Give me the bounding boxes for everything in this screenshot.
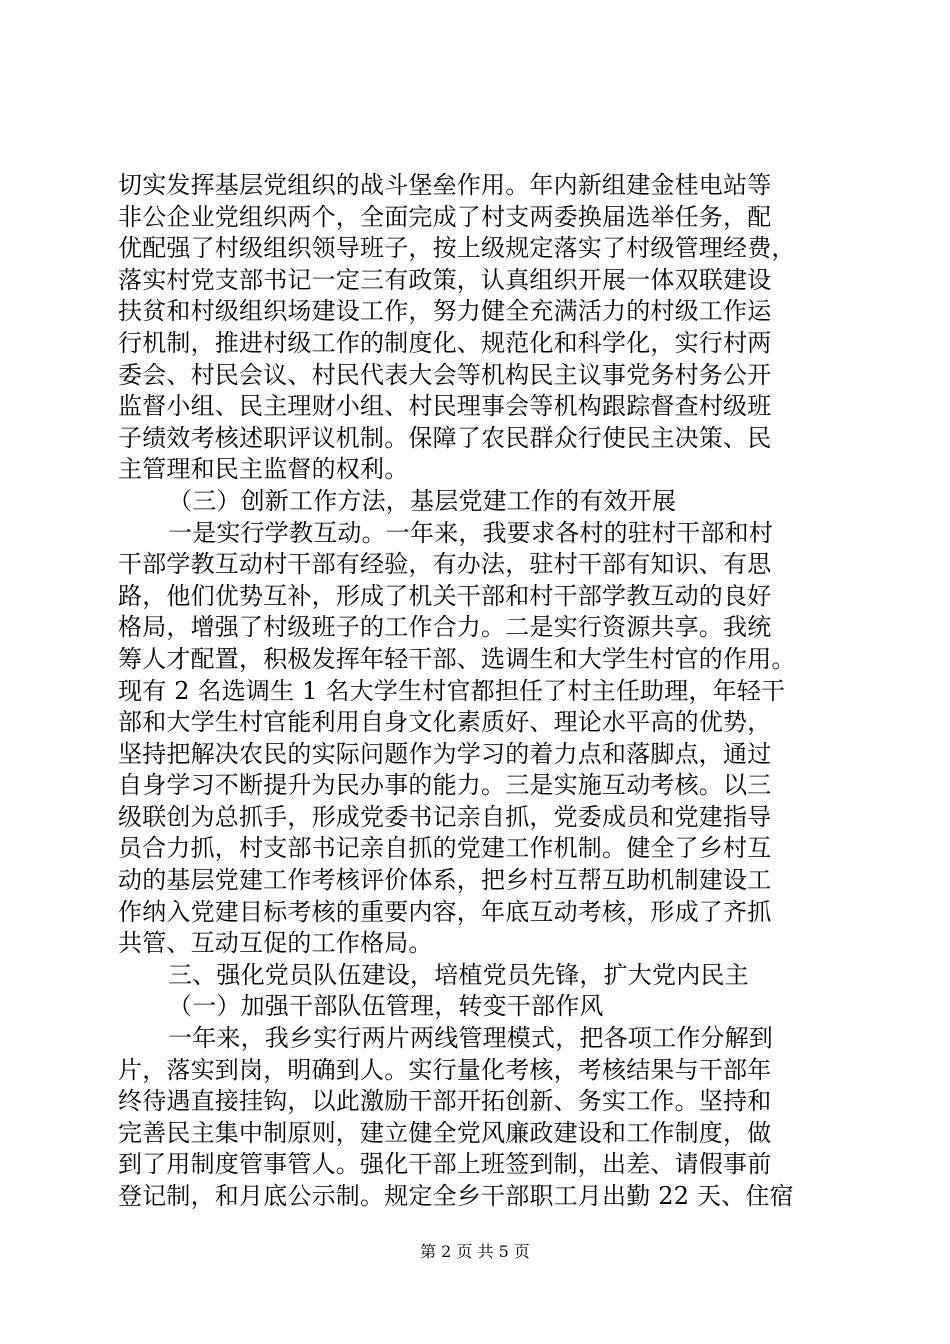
text-line: 一是实行学教互动。一年来，我要求各村的驻村干部和村 xyxy=(168,518,773,547)
text-line: 一年来，我乡实行两片两线管理模式，把各项工作分解到 xyxy=(168,1024,773,1053)
text-line: 扶贫和村级组织场建设工作，努力健全充满活力的村级工作运 xyxy=(118,297,772,326)
text-line: 监督小组、民主理财小组、村民理事会等机构跟踪督查村级班 xyxy=(118,392,772,421)
text-line: 级联创为总抓手，形成党委书记亲自抓，党委成员和党建指导 xyxy=(118,802,772,831)
text-line: 落实村党支部书记一定三有政策，认真组织开展一体双联建设 xyxy=(118,265,772,294)
text-line: 子绩效考核述职评议机制。保障了农民群众行使民主决策、民 xyxy=(118,423,772,452)
page-number-footer: 第 2 页 共 5 页 xyxy=(420,1242,530,1261)
text-line: 现有 2 名选调生 1 名大学生村官都担任了村主任助理，年轻干 xyxy=(118,676,786,705)
text-line: 干部学教互动村干部有经验，有办法，驻村干部有知识、有思 xyxy=(118,550,772,579)
text-line: 到了用制度管事管人。强化干部上班签到制，出差、请假事前 xyxy=(118,1150,772,1179)
section-heading: （三）创新工作方法，基层党建工作的有效开展 xyxy=(168,486,677,515)
text-line: 委会、村民会议、村民代表大会等机构民主议事党务村务公开 xyxy=(118,360,772,389)
text-line: 片，落实到岗，明确到人。实行量化考核，考核结果与干部年 xyxy=(118,1055,772,1084)
text-line: 动的基层党建工作考核评价体系，把乡村互帮互助机制建设工 xyxy=(118,866,772,895)
text-line: 筹人才配置，积极发挥年轻干部、选调生和大学生村官的作用。 xyxy=(118,644,796,673)
text-line: 员合力抓，村支部书记亲自抓的党建工作机制。健全了乡村互 xyxy=(118,834,772,863)
text-line: 自身学习不断提升为民办事的能力。三是实施互动考核。以三 xyxy=(118,771,772,800)
text-line: 优配强了村级组织领导班子，按上级规定落实了村级管理经费， xyxy=(118,234,796,263)
text-line: 主管理和民主监督的权利。 xyxy=(118,455,409,484)
text-line: 非公企业党组织两个，全面完成了村支两委换届选举任务，配 xyxy=(118,202,772,231)
text-line: 登记制，和月底公示制。规定全乡干部职工月出勤 22 天、住宿 xyxy=(118,1182,794,1210)
section-heading: 三、强化党员队伍建设，培植党员先锋，扩大党内民主 xyxy=(168,960,749,989)
text-line: 作纳入党建目标考核的重要内容，年底互动考核，形成了齐抓 xyxy=(118,897,772,926)
text-line: 坚持把解决农民的实际问题作为学习的着力点和落脚点，通过 xyxy=(118,739,772,768)
text-line: 切实发挥基层党组织的战斗堡垒作用。年内新组建金桂电站等 xyxy=(118,171,772,199)
text-line: 共管、互动互促的工作格局。 xyxy=(118,929,433,958)
text-line: 部和大学生村官能利用自身文化素质好、理论水平高的优势， xyxy=(118,708,772,737)
text-line: 路，他们优势互补，形成了机关干部和村干部学教互动的良好 xyxy=(118,581,772,610)
text-line: 格局，增强了村级班子的工作合力。二是实行资源共享。我统 xyxy=(118,613,772,642)
text-line: 终待遇直接挂钩，以此激励干部开拓创新、务实工作。坚持和 xyxy=(118,1087,772,1116)
text-line: 完善民主集中制原则，建立健全党风廉政建设和工作制度，做 xyxy=(118,1118,772,1147)
document-body xyxy=(118,170,838,1213)
subsection-heading: （一）加强干部队伍管理，转变干部作风 xyxy=(168,992,604,1021)
text-line: 行机制，推进村级工作的制度化、规范化和科学化，实行村两 xyxy=(118,328,772,357)
